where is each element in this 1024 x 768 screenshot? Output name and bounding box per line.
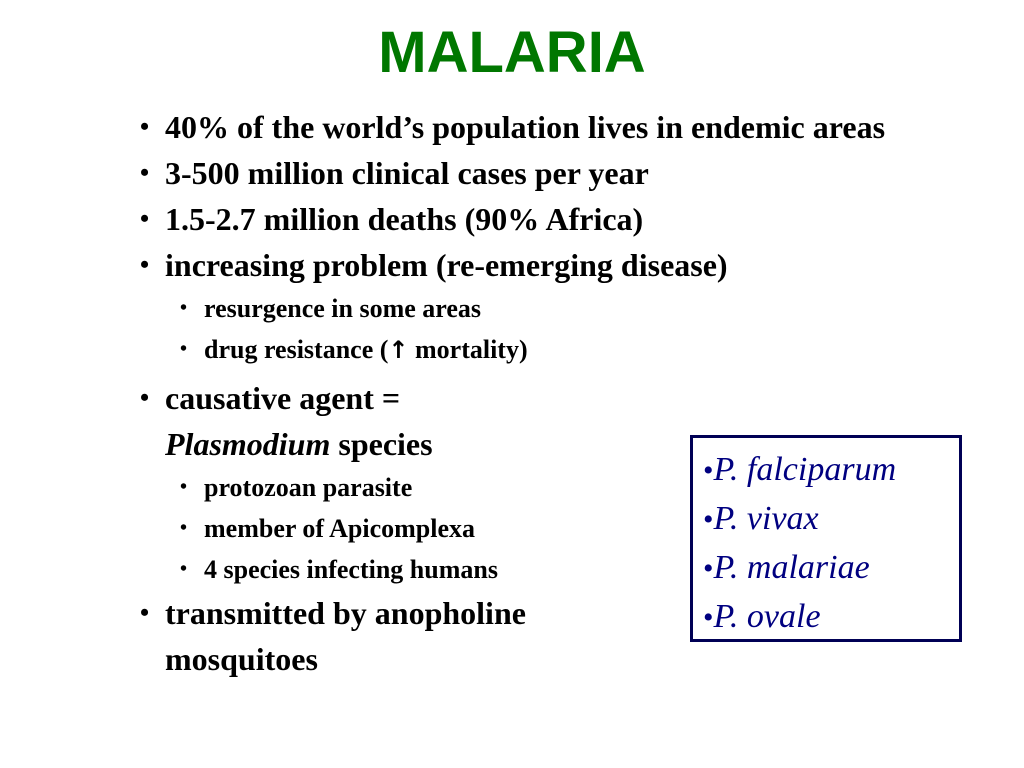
species-item-ovale bbox=[703, 593, 896, 642]
sub-bullet-text: resurgence in some areas bbox=[204, 294, 482, 323]
bullet-glyph: • bbox=[703, 601, 714, 634]
bullet-glyph: • bbox=[140, 112, 150, 141]
bullet-glyph: • bbox=[703, 454, 714, 487]
species-name: P. malariae bbox=[713, 549, 870, 586]
bullet-glyph: • bbox=[140, 383, 150, 412]
bullet-deaths bbox=[140, 196, 900, 242]
bullet-glyph: • bbox=[140, 250, 150, 279]
sub-bullet-text: member of Apicomplexa bbox=[204, 514, 476, 543]
species-name: P. vivax bbox=[713, 500, 819, 537]
bullet-glyph: • bbox=[140, 204, 150, 233]
bullet-glyph: • bbox=[180, 558, 188, 580]
species-name: P. ovale bbox=[713, 598, 821, 635]
sub-bullet-text-suffix: mortality) bbox=[408, 335, 528, 364]
bullet-text-prefix: causative agent = bbox=[165, 380, 401, 416]
bullet-glyph: • bbox=[140, 598, 150, 627]
bullet-text: 3-500 million clinical cases per year bbox=[165, 155, 649, 191]
slide-title: MALARIA bbox=[378, 20, 646, 85]
sub-bullet-text: 4 species infecting humans bbox=[204, 555, 498, 584]
species-name: P. falciparum bbox=[713, 451, 897, 488]
bullet-text: 40% of the world’s population lives in endemic areas bbox=[165, 109, 886, 145]
bullet-glyph: • bbox=[180, 297, 188, 319]
bullet-world-population bbox=[140, 104, 900, 150]
bullet-text: transmitted by anopholine mosquitoes bbox=[165, 595, 526, 677]
bullet-glyph: • bbox=[180, 338, 188, 360]
species-list bbox=[703, 446, 896, 642]
bullet-glyph: • bbox=[180, 476, 188, 498]
bullet-text-suffix: species bbox=[330, 426, 433, 462]
sub-bullet-resurgence bbox=[140, 288, 900, 329]
bullet-text: 1.5-2.7 million deaths (90% Africa) bbox=[165, 201, 644, 237]
bullet-increasing-problem bbox=[140, 242, 900, 288]
up-arrow-icon: ↑ bbox=[388, 336, 409, 364]
sub-bullet-text: protozoan parasite bbox=[204, 473, 413, 502]
bullet-text: increasing problem (re-emerging disease) bbox=[165, 247, 728, 283]
bullet-glyph: • bbox=[140, 158, 150, 187]
sub-bullet-drug-resistance bbox=[140, 329, 900, 371]
bullet-clinical-cases bbox=[140, 150, 900, 196]
bullet-transmitted bbox=[140, 590, 605, 682]
bullet-glyph: • bbox=[703, 503, 714, 536]
species-item-vivax bbox=[703, 495, 896, 544]
bullet-glyph: • bbox=[703, 552, 714, 585]
bullet-causative-agent bbox=[140, 375, 605, 467]
bullet-glyph: • bbox=[180, 517, 188, 539]
species-item-malariae bbox=[703, 544, 896, 593]
plasmodium-italic: Plasmodium bbox=[165, 426, 331, 462]
species-box bbox=[690, 435, 962, 642]
species-item-falciparum bbox=[703, 446, 896, 495]
sub-bullet-text-prefix: drug resistance ( bbox=[204, 335, 389, 364]
